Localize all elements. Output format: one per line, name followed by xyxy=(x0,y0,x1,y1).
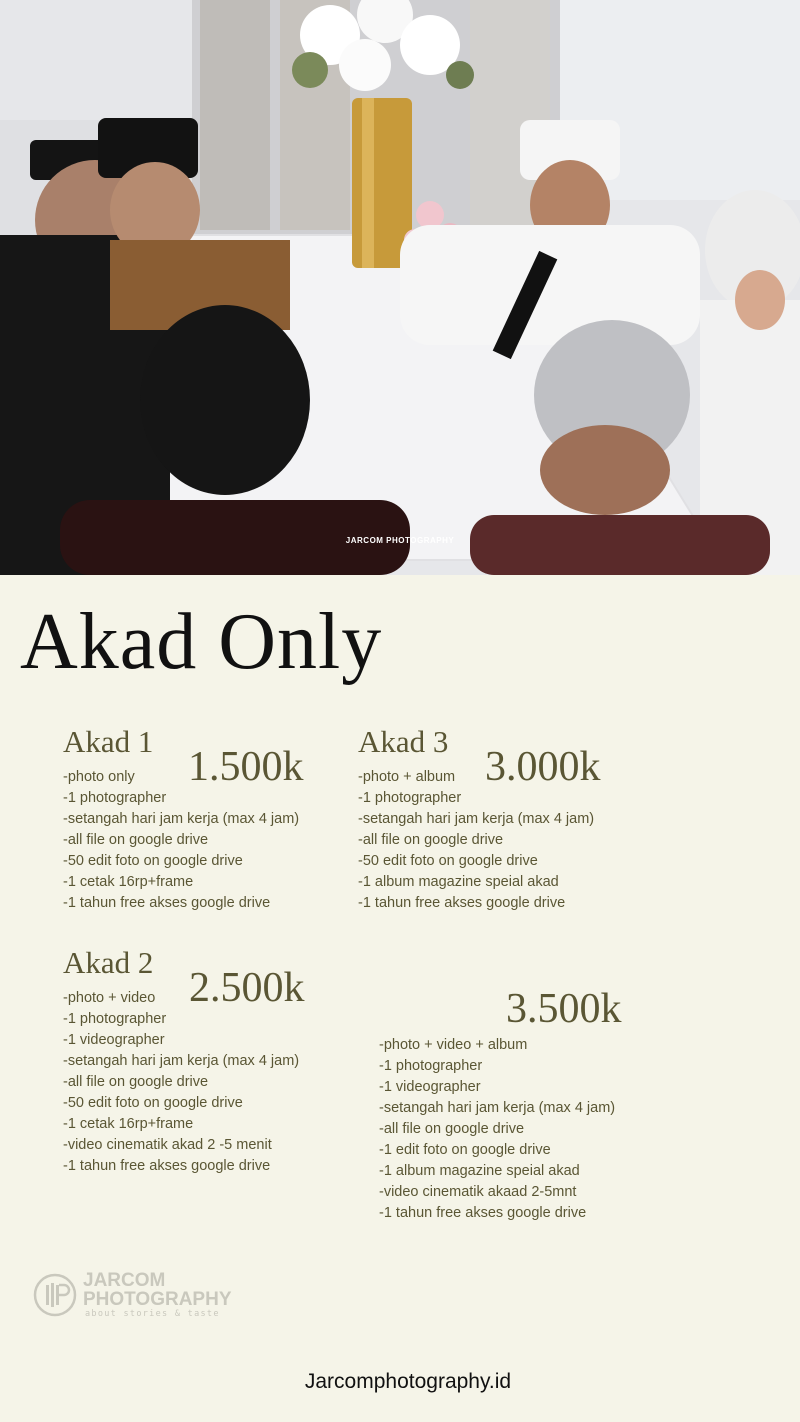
feature-item: -1 album magazine speial akad xyxy=(379,1163,580,1179)
package-name: Akad 3 xyxy=(358,724,449,759)
feature-item: -1 album magazine speial akad xyxy=(358,874,559,890)
feature-item: -1 edit foto on google drive xyxy=(379,1142,551,1158)
hero-photo xyxy=(0,0,800,575)
feature-item: -setangah hari jam kerja (max 4 jam) xyxy=(63,811,300,827)
feature-item: -1 photographer xyxy=(63,1011,167,1027)
feature-item: -1 tahun free akses google drive xyxy=(63,1158,271,1174)
feature-item: -1 tahun free akses google drive xyxy=(63,895,271,911)
package-price: 3.000k xyxy=(485,744,601,790)
brand-logo xyxy=(33,1271,263,1321)
logo-line-2: PHOTOGRAPHY xyxy=(83,1289,232,1310)
feature-item: -1 tahun free akses google drive xyxy=(379,1205,587,1221)
feature-item: -1 cetak 16rp+frame xyxy=(63,874,194,890)
package-price: 2.500k xyxy=(189,965,305,1011)
feature-item: -1 cetak 16rp+frame xyxy=(63,1116,194,1132)
feature-list xyxy=(63,988,299,1177)
logo-tagline: about stories & taste xyxy=(85,1309,220,1319)
website-url: Jarcomphotography.id xyxy=(304,1370,512,1393)
feature-list xyxy=(379,1035,615,1224)
feature-item: -1 photographer xyxy=(358,790,462,806)
package-price: 3.500k xyxy=(506,986,622,1032)
feature-item: -photo + album xyxy=(358,769,456,785)
feature-item: -video cinematik akad 2 -5 menit xyxy=(63,1137,272,1153)
feature-item: -setangah hari jam kerja (max 4 jam) xyxy=(63,1053,300,1069)
feature-list xyxy=(63,767,299,914)
feature-item: -1 tahun free akses google drive xyxy=(358,895,566,911)
feature-item: -50 edit foto on google drive xyxy=(63,853,243,869)
wedding-ceremony-image xyxy=(0,0,800,575)
feature-item: -setangah hari jam kerja (max 4 jam) xyxy=(358,811,595,827)
logo-text xyxy=(83,1271,232,1309)
feature-item: -1 photographer xyxy=(63,790,167,806)
feature-item: -video cinematik akaad 2-5mnt xyxy=(379,1184,577,1200)
feature-item: -1 videographer xyxy=(63,1032,165,1048)
feature-item: -all file on google drive xyxy=(379,1121,525,1137)
feature-item: -50 edit foto on google drive xyxy=(358,853,538,869)
logo-line-1: JARCOM xyxy=(83,1270,166,1291)
feature-list xyxy=(358,767,594,914)
photo-watermark: JARCOM PHOTOGRAPHY xyxy=(345,536,455,545)
feature-item: -50 edit foto on google drive xyxy=(63,1095,243,1111)
feature-item: -all file on google drive xyxy=(63,832,209,848)
feature-item: -1 videographer xyxy=(379,1079,481,1095)
feature-item: -1 photographer xyxy=(379,1058,483,1074)
package-name: Akad 1 xyxy=(63,724,154,759)
feature-item: -all file on google drive xyxy=(63,1074,209,1090)
page-title: Akad Only xyxy=(20,598,383,686)
feature-item: -photo + video + album xyxy=(379,1037,528,1053)
jp-logo-icon xyxy=(33,1273,77,1317)
feature-item: -photo only xyxy=(63,769,135,785)
package-name: Akad 2 xyxy=(63,945,154,980)
feature-item: -all file on google drive xyxy=(358,832,504,848)
package-price: 1.500k xyxy=(188,744,304,790)
feature-item: -photo + video xyxy=(63,990,156,1006)
feature-item: -setangah hari jam kerja (max 4 jam) xyxy=(379,1100,616,1116)
